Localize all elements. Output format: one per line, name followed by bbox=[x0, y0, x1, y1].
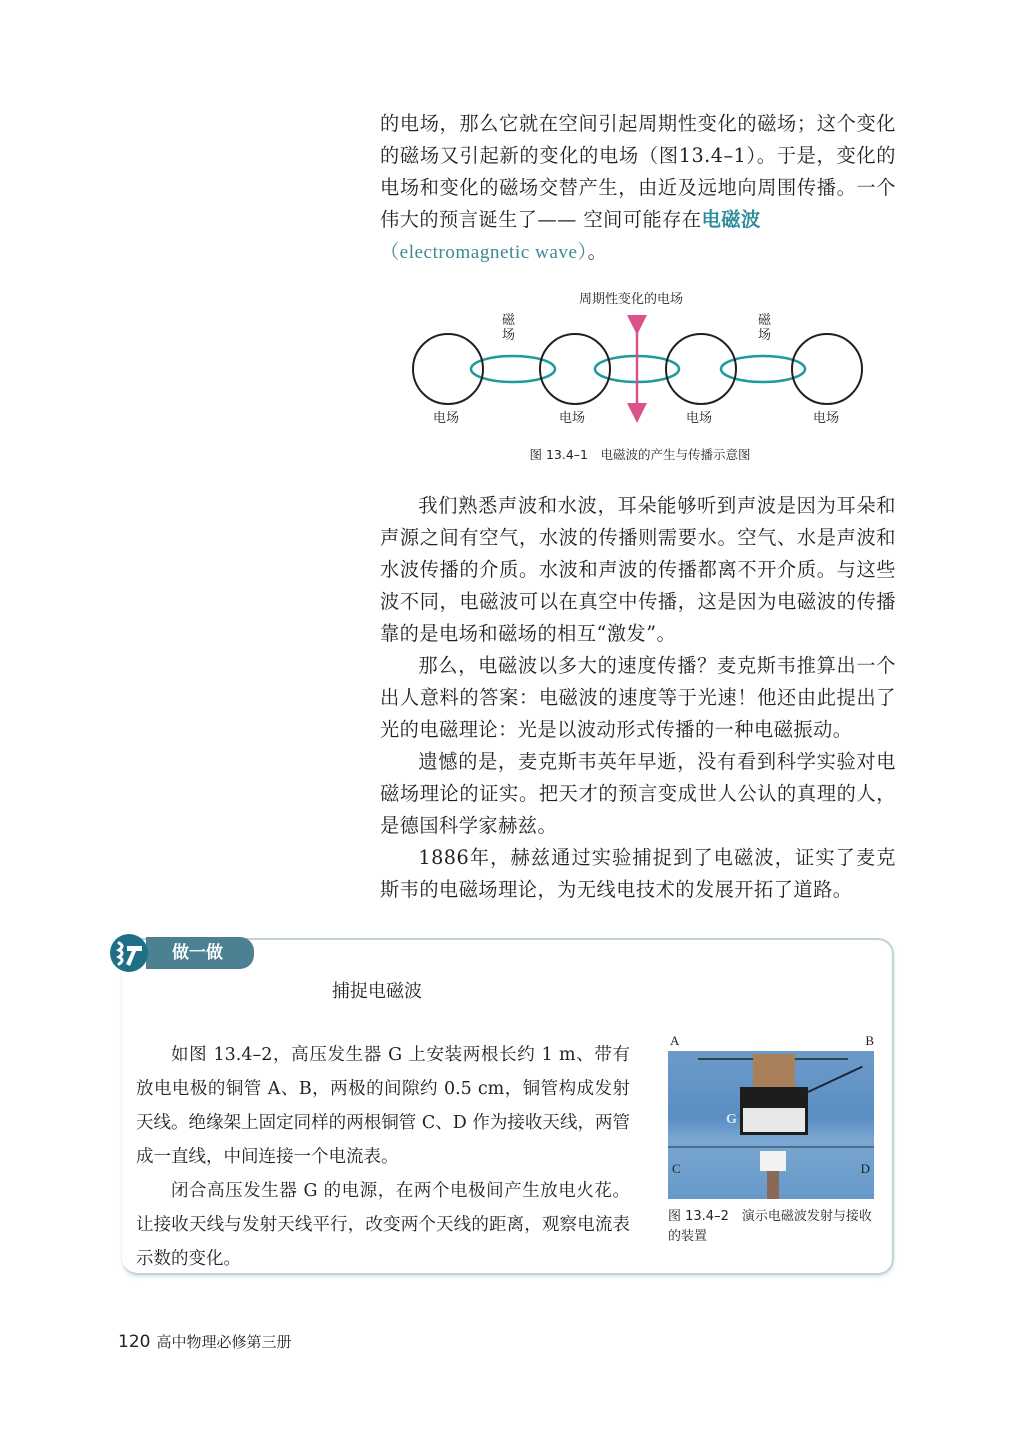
generator-panel bbox=[743, 1108, 805, 1132]
book-title: 高中物理必修第三册 bbox=[156, 1333, 292, 1351]
electric-field-label-4: 电场 bbox=[813, 411, 840, 426]
label-a: A bbox=[670, 1033, 680, 1048]
paragraph-hertz: 1886年，赫兹通过实验捕捉到了电磁波，证实了麦克斯韦的电磁场理论，为无线电技术的发展开拓了道路。 bbox=[380, 846, 896, 901]
label-g: G bbox=[726, 1112, 737, 1127]
activity-title: 捕捉电磁波 bbox=[332, 981, 422, 1002]
insulating-stand bbox=[767, 1171, 779, 1199]
paragraph-medium: 我们熟悉声波和水波，耳朵能够听到声波是因为耳朵和声源之间有空气，水波的传播则需要水。空气、水是声波和水波传播的介质。水波和声波的传播都离不开介质。与这些波不同，电磁波可以在真空中传播，这是因为电磁波的传播靠的是电场和磁场的相互“激发”。 bbox=[380, 494, 896, 645]
paragraph-maxwell: 遗憾的是，麦克斯韦英年早逝，没有看到科学实验对电磁场理论的证实。把天才的预言变成世人公认的真理的人，是德国科学家赫兹。 bbox=[380, 750, 896, 837]
label-b: B bbox=[865, 1033, 874, 1048]
activity-paragraph-setup: 如图 13.4–2，高压发生器 G 上安装两根长约 1 m、带有放电电极的铜管 A、B，两极的间隙约 0.5 cm，铜管构成发射天线。绝缘架上固定同样的两根铜管 C、D 作为接收天线，两管成一直线，中间连接一个电流表。 bbox=[136, 1045, 630, 1167]
apparatus-photo bbox=[668, 1051, 874, 1199]
activity-paragraph-procedure: 闭合高压发生器 G 的电源，在两个电极间产生放电火花。让接收天线与发射天线平行，改变两个天线的距离，观察电流表示数的变化。 bbox=[136, 1181, 630, 1269]
figure-em-wave-diagram bbox=[405, 285, 875, 470]
body-paragraphs bbox=[380, 490, 896, 906]
paragraph-speed: 那么，电磁波以多大的速度传播？麦克斯韦推算出一个出人意料的答案：电磁波的速度等于光速！他还由此提出了光的电磁理论：光是以波动形式传播的一种电磁振动。 bbox=[380, 654, 896, 741]
activity-text bbox=[136, 1038, 630, 1276]
figure-1-caption: 图 13.4–1 电磁波的产生与传播示意图 bbox=[529, 447, 751, 462]
magnetic-field-label-1: 磁场 bbox=[502, 313, 516, 343]
electric-field-label-2: 电场 bbox=[559, 411, 586, 426]
intro-end: 。 bbox=[587, 240, 608, 263]
figure-apparatus bbox=[668, 1033, 874, 1247]
figure-top-label: 周期性变化的电场 bbox=[579, 292, 684, 307]
field-lines-graphic bbox=[405, 285, 875, 435]
activity-badge-label: 做一做 bbox=[146, 937, 254, 969]
label-c: C bbox=[672, 1161, 681, 1176]
electric-field-label-3: 电场 bbox=[686, 411, 713, 426]
electric-field-label-1: 电场 bbox=[433, 411, 460, 426]
magnetic-field-label-2: 磁场 bbox=[758, 313, 772, 343]
intro-paragraph bbox=[380, 108, 896, 269]
keyword-electromagnetic-wave: 电磁波 bbox=[701, 208, 761, 231]
page-number: 120 bbox=[118, 1332, 151, 1352]
intro-text: 的电场，那么它就在空间引起周期性变化的磁场；这个变化的磁场又引起新的变化的电场（图13.4–1）。于是，变化的电场和变化的磁场交替产生，由近及远地向周围传播。一个伟大的预言诞生了—— 空间可能存在 bbox=[380, 112, 896, 231]
figure-2-caption: 图 13.4–2 演示电磁波发射与接收的装置 bbox=[668, 1209, 872, 1244]
english-term: （electromagnetic wave） bbox=[380, 242, 588, 263]
receiver-antenna bbox=[668, 1146, 874, 1148]
label-d: D bbox=[860, 1161, 870, 1176]
ammeter bbox=[760, 1151, 786, 1171]
wave-hammer-icon bbox=[110, 934, 148, 972]
page-footer bbox=[118, 1331, 291, 1352]
power-cable bbox=[808, 1066, 863, 1093]
